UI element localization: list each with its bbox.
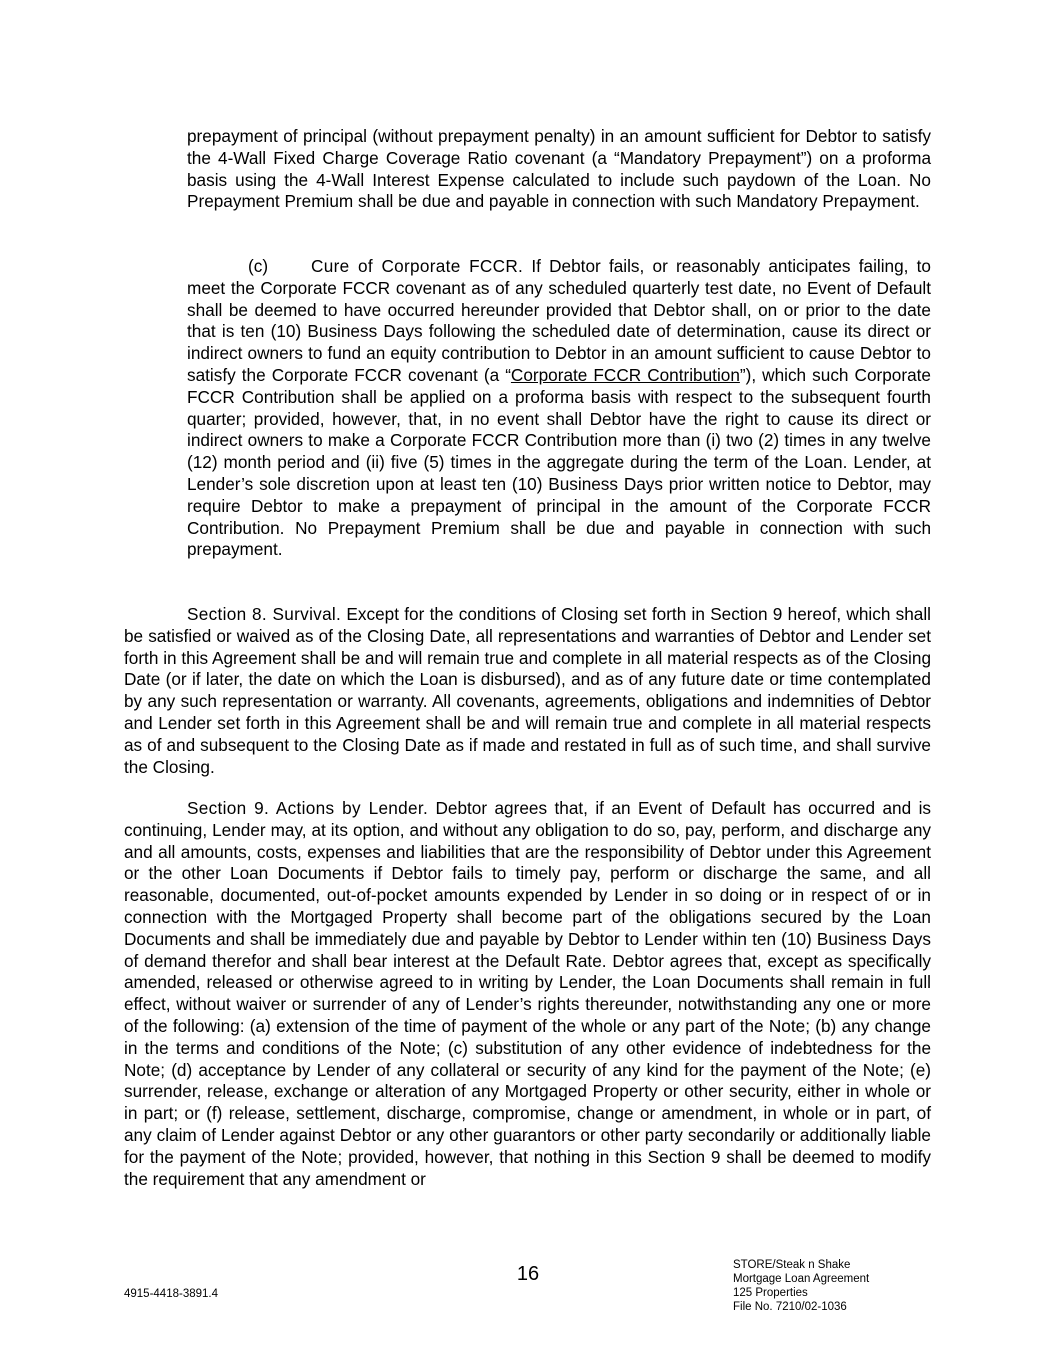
section-8-text: Except for the conditions of Closing set forth in Section 9 hereof, which shall be satisfied or waived as of the Closing Date, all representations and warranties of Debtor and Lender set forth in this Agreement shall be and will remain true and complete in all material respects as of the Closing Date (or if later, the date on which the Loan is disbursed), and as of any future date or time contemplated by any such representation or warranty. All covenants, agreements, obligations and indemnities of Debtor and Lender set forth in this Agreement shall be and will remain true and complete in all material respects as of and subsequent to the Closing Date as if made and restated in full as of such time, and shall survive the Closing.	[124, 604, 932, 777]
paragraph-cure-corporate-fccr	[187, 256, 931, 561]
clause-text-before: If Debtor fails, or reasonably anticipates failing, to meet the Corporate FCCR covenant as of any scheduled quarterly test date, no Event of Default shall be deemed to have occurred hereunder provided that Debtor shall, on or prior to the date that is ten (10) Business Days following the scheduled date of determination, cause its direct or indirect owners to fund an equity contribution to Debtor in an amount sufficient to cause Debtor to satisfy the Corporate FCCR covenant (a “	[187, 256, 931, 385]
page-number: 16	[516, 1263, 540, 1285]
footer-line: Mortgage Loan Agreement	[733, 1273, 870, 1285]
footer-line: File No. 7210/02-1036	[733, 1301, 847, 1313]
paragraph-text: prepayment of principal (without prepayment penalty) in an amount sufficient for Debtor to satisfy the 4-Wall Fixed Charge Coverage Ratio covenant (a “Mandatory Prepayment”) on a proforma basis using the 4-Wall Interest Expense calculated to include such paydown of the Loan. No Prepayment Premium shall be due and payable in connection with such Mandatory Prepayment.	[187, 126, 931, 212]
clause-heading: Cure of Corporate FCCR.	[311, 256, 524, 276]
section-9-actions-by-lender	[124, 798, 931, 1190]
document-id: 4915-4418-3891.4	[124, 1288, 218, 1300]
clause-label: (c)	[248, 256, 269, 276]
section-9-text: Debtor agrees that, if an Event of Default has occurred and is continuing, Lender may, at its option, and without any obligation to do so, pay, perform, and discharge any and all amounts, costs, expenses and liabilities that are the responsibility of Debtor under this Agreement or the other Loan Documents if Debtor fails to timely pay, perform or discharge the same, and all reasonable, documented, out-of-pocket amounts expended by Lender in so doing or in respect of or in connection with the Mortgaged Property shall become part of the obligations secured by the Loan Documents and shall be immediately due and payable by Debtor to Lender within ten (10) Business Days of demand therefor and shall bear interest at the Default Rate. Debtor agrees that, except as specifically amended, released or otherwise agreed to in writing by Lender, the Loan Documents shall remain in full effect, without waiver or surrender of any of Lender’s rights thereunder, notwithstanding any one or more of the following: (a) extension of the time of payment of the whole or any part of the Note; (b) any change in the terms and conditions of the Note; (c) substitution of any other evidence of indebtedness for the Note; (d) acceptance by Lender of any collateral or security of any kind for the payment of the Note; (e) surrender, release, exchange or alteration of any Mortgaged Property or other security, either in whole or in part; or (f) release, settlement, discharge, compromise, change or amendment, in whole or in part, of any claim of Lender against Debtor or any other guarantors or other party secondarily or additionally liable for the payment of the Note; provided, however, that nothing in this Section 9 shall be deemed to modify the requirement that any amendment or	[124, 798, 931, 1189]
footer-reference	[733, 1258, 869, 1314]
section-8-survival	[124, 604, 931, 778]
paragraph-mandatory-prepayment	[187, 126, 931, 213]
defined-term: Corporate FCCR Contribution	[510, 364, 740, 385]
clause-text-after: ”), which such Corporate FCCR Contribution shall be applied on a proforma basis with respect to the subsequent fourth quarter; provided, however, that, in no event shall Debtor have the right to cause its direct or indirect owners to make a Corporate FCCR Contribution more than (i) two (2) times in any twelve (12) month period and (ii) five (5) times in the aggregate during the term of the Loan. Lender, at Lender’s sole discretion upon at least ten (10) Business Days prior written notice to Debtor, may require Debtor to make a prepayment of principal in the amount of the Corporate FCCR Contribution. No Prepayment Premium shall be due and payable in connection with such prepayment.	[187, 364, 931, 560]
section-9-heading: Section 9. Actions by Lender.	[187, 798, 429, 818]
footer-line: STORE/Steak n Shake	[733, 1259, 851, 1271]
section-8-heading: Section 8. Survival.	[187, 604, 342, 624]
footer-line: 125 Properties	[733, 1287, 808, 1299]
